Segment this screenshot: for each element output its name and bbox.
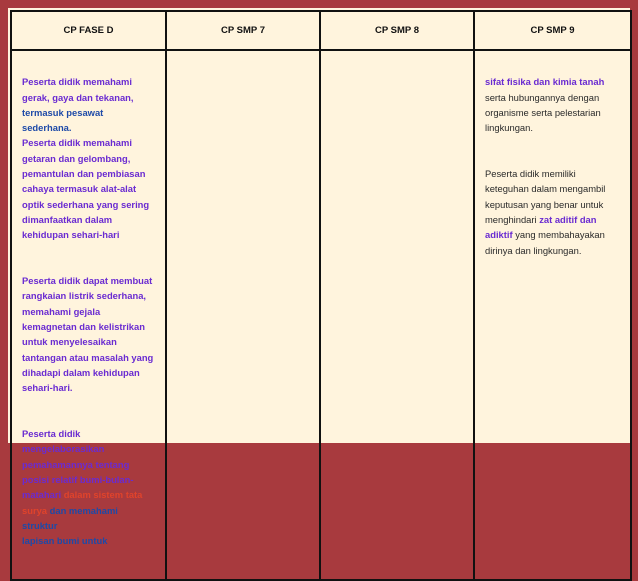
header-cp-smp-9: CP SMP 9 — [474, 11, 631, 50]
fase-d-p1-part-b: termasuk pesawat sederhana. — [22, 106, 104, 134]
fase-d-p3-highlight: dalam sistem tata surya — [22, 489, 143, 516]
fase-d-paragraph-3 — [22, 426, 155, 548]
smp9-p1-text: serta hubungannya dengan organisme serta pelestarian lingkungan. — [485, 91, 601, 134]
fase-d-p1-part-a: Peserta didik memahami gerak, gaya dan tekanan, — [22, 76, 134, 103]
page-background — [8, 8, 630, 547]
cp-table — [10, 10, 632, 581]
fase-d-p3-part-c: dan memahami struktur lapisan bumi untuk — [22, 504, 118, 547]
smp9-paragraph-1 — [485, 74, 620, 135]
cell-fase-d — [11, 50, 166, 580]
smp9-p2-text-c: yang membahayakan dirinya dan lingkungan. — [485, 229, 605, 256]
fase-d-p3-part-a: Peserta didik mengelaborasikan pemahamannya tentang posisi relatif bumi-bulan- matahari — [22, 428, 134, 501]
cell-smp-8 — [320, 50, 474, 580]
cell-smp-9 — [474, 50, 631, 580]
header-cp-fase-d: CP FASE D — [11, 11, 166, 50]
fase-d-paragraph-2: Peserta didik dapat membuat rangkaian listrik sederhana, memahami gejala kemagnetan dan kelistrikan untuk menyelesaikan tantangan atau masalah yang dihadapi dalam kehidupan sehari-hari. — [22, 275, 154, 394]
smp9-p2-text-a: Peserta didik memiliki keteguhan dalam mengambil keputusan yang benar untuk menghindari — [485, 168, 606, 225]
smp9-p2-highlight: zat aditif dan adiktif — [485, 213, 597, 241]
header-cp-smp-8: CP SMP 8 — [320, 11, 474, 50]
header-cp-smp-7: CP SMP 7 — [166, 11, 320, 50]
smp9-p1-highlight: sifat fisika dan kimia tanah — [485, 76, 605, 88]
fase-d-p1-part-c: Peserta didik memahami getaran dan gelombang, pemantulan dan pembiasan cahaya termasuk alat-alat optik sederhana yang sering dimanfaatkan dalam kehidupan sehari-hari — [22, 137, 150, 241]
fase-d-paragraph-1 — [22, 74, 155, 242]
content-row — [11, 50, 631, 580]
header-row — [11, 11, 631, 50]
smp9-paragraph-2 — [485, 166, 620, 258]
cell-smp-7 — [166, 50, 320, 580]
